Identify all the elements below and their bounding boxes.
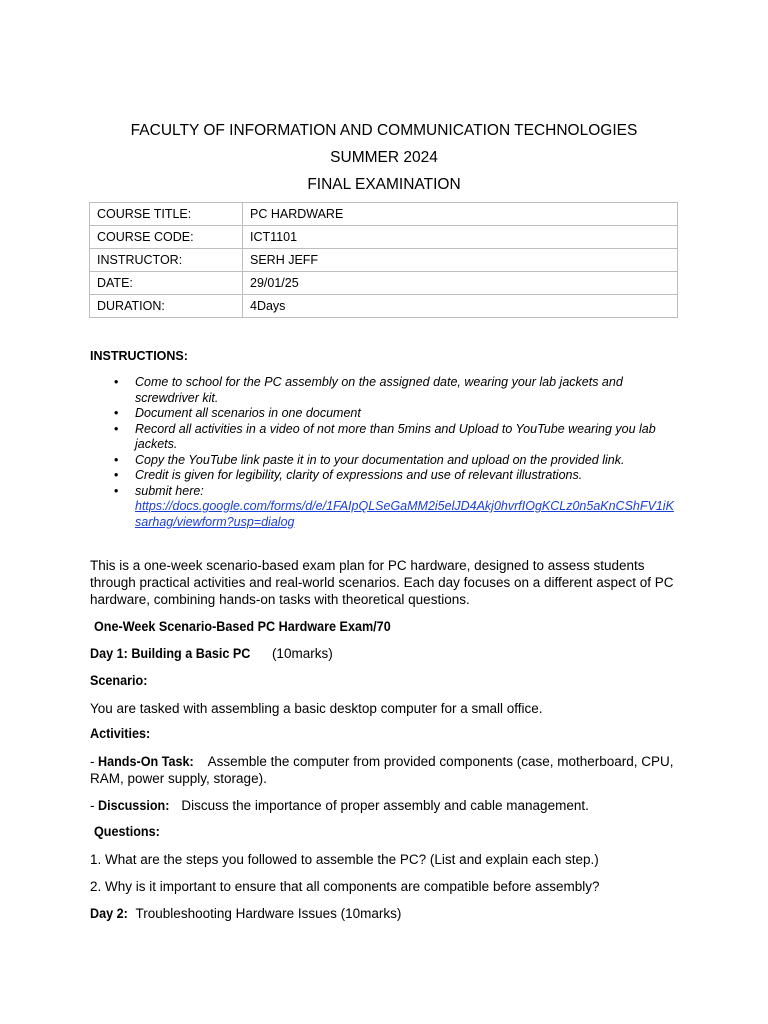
intro-paragraph: This is a one-week scenario-based exam plan for PC hardware, designed to assess students through practical activities and real-world scenarios. Each day focuses on a different aspect of PC hardware, combining hands-on tasks with theoretical questions. xyxy=(90,558,674,607)
list-item: • Record all activities in a video of not more than 5mins and Upload to YouTube wearing you lab jackets. xyxy=(90,422,680,453)
questions-heading: Questions: xyxy=(94,823,160,839)
faculty-title: FACULTY OF INFORMATION AND COMMUNICATION TECHNOLOGIES xyxy=(130,122,638,139)
info-label: COURSE CODE: xyxy=(90,226,243,249)
info-value: PC HARDWARE xyxy=(243,203,678,226)
list-item: • Credit is given for legibility, clarity of expressions and use of relevant illustrations. xyxy=(90,468,680,484)
day1-marks: (10marks) xyxy=(271,646,333,661)
discussion-text: Discuss the importance of proper assembly and cable management. xyxy=(181,798,589,813)
course-info-table xyxy=(89,202,678,318)
table-row xyxy=(90,295,678,318)
info-label: DURATION: xyxy=(90,295,243,318)
list-item xyxy=(90,484,680,531)
table-row xyxy=(90,272,678,295)
list-item: • Come to school for the PC assembly on the assigned date, wearing your lab jackets and screwdriver kit. xyxy=(90,375,680,406)
table-row xyxy=(90,203,678,226)
question-1: 1. What are the steps you followed to assemble the PC? (List and explain each step.) xyxy=(90,852,599,867)
exam-title: FINAL EXAMINATION xyxy=(307,176,461,193)
day2-label: Day 2: xyxy=(90,905,128,921)
instructions-heading: INSTRUCTIONS: xyxy=(90,349,188,363)
task-label: Hands-On Task: xyxy=(98,753,194,769)
discussion: - Discussion: Discuss the importance of proper assembly and cable management. xyxy=(90,797,589,813)
list-item: • Document all scenarios in one document xyxy=(90,406,680,422)
activities-heading: Activities: xyxy=(90,725,151,741)
exam-heading: One-Week Scenario-Based PC Hardware Exam/70 xyxy=(94,618,391,634)
table-row xyxy=(90,226,678,249)
discussion-label: Discussion: xyxy=(98,797,170,813)
submit-link[interactable]: https://docs.google.com/forms/d/e/1FAIpQLSeGaMM2i5elJD4Akj0hvrfIOgKCLz0n5aKnCShFV1iKsarhag/viewform?usp=dialog xyxy=(135,499,674,529)
info-value: 29/01/25 xyxy=(243,272,678,295)
info-value: ICT1101 xyxy=(243,226,678,249)
instructions-list xyxy=(90,375,680,530)
task-text: Assemble the computer from provided components (case, motherboard, CPU, RAM, power supply, storage). xyxy=(90,754,674,786)
info-label: COURSE TITLE: xyxy=(90,203,243,226)
info-label: DATE: xyxy=(90,272,243,295)
scenario-heading: Scenario: xyxy=(90,672,148,688)
day2-title: Troubleshooting Hardware Issues (10marks) xyxy=(135,906,402,921)
term-title: SUMMER 2024 xyxy=(330,149,438,166)
exam-header xyxy=(0,117,768,198)
question-2: 2. Why is it important to ensure that all components are compatible before assembly? xyxy=(90,879,600,894)
table-row xyxy=(90,249,678,272)
list-item: • Copy the YouTube link paste it in to your documentation and upload on the provided link. xyxy=(90,453,680,469)
day1-title: Day 1: Building a Basic PC xyxy=(90,645,251,661)
info-label: INSTRUCTOR: xyxy=(90,249,243,272)
info-value: 4Days xyxy=(243,295,678,318)
hands-on-task: - Hands-On Task: Assemble the computer from provided components (case, motherboard, CPU, RAM, power supply, storage). xyxy=(90,753,674,786)
info-value: SERH JEFF xyxy=(243,249,678,272)
scenario-text: You are tasked with assembling a basic desktop computer for a small office. xyxy=(90,701,543,716)
submit-label: submit here: xyxy=(135,483,204,498)
day2-heading xyxy=(90,905,680,922)
day1-heading xyxy=(90,645,680,662)
